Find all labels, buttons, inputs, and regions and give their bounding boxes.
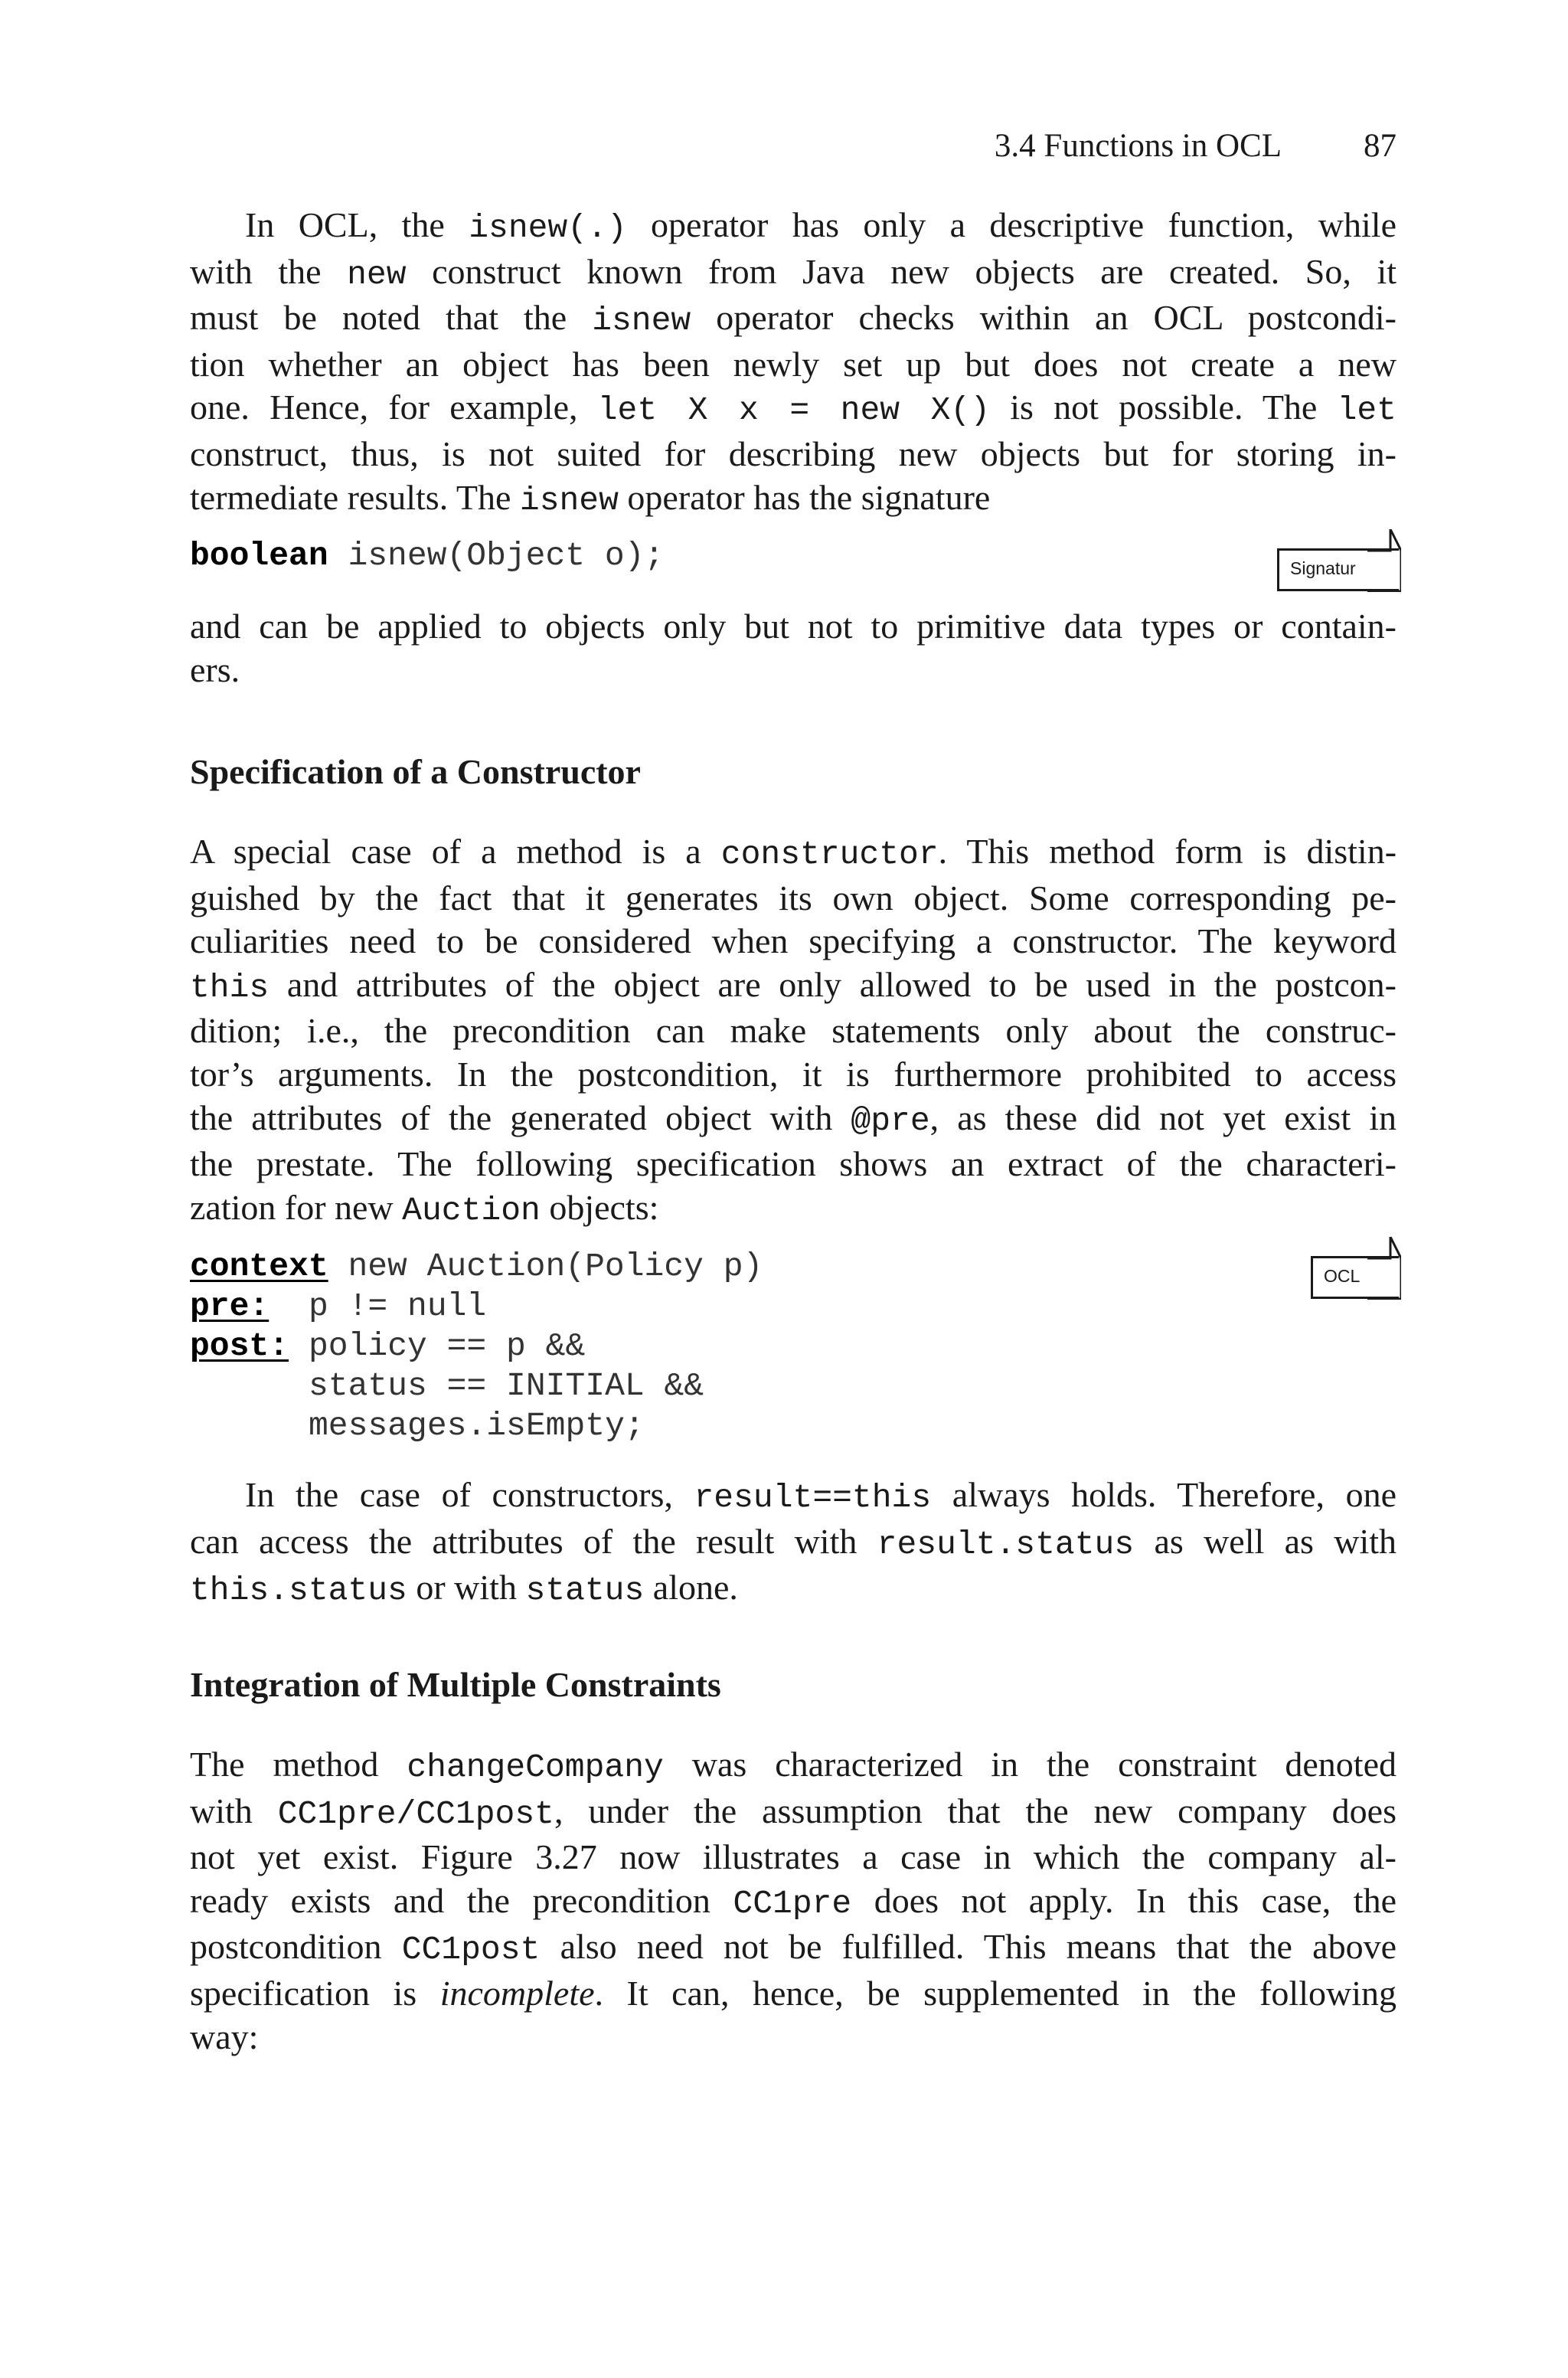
text-line: termediate results. The isnew operator has the signature — [190, 477, 991, 519]
code-text: isnew(Object o); — [328, 537, 665, 574]
text-line: one. Hence, for example, let X x = new X() is not possible. The let — [190, 388, 1396, 430]
text-line: must be noted that the isnew operator checks within an OCL postcondi- — [190, 298, 1396, 340]
text-line: can access the attributes of the result with result.status as well as with — [190, 1521, 1396, 1563]
tag-label: Signatur — [1290, 558, 1356, 578]
code-text: policy == p && — [309, 1327, 586, 1365]
text-line: tor’s arguments. In the postcondition, it is furthermore prohibited to access — [190, 1054, 1396, 1094]
signature-description — [190, 605, 1396, 692]
heading-integration: Integration of Multiple Constraints — [190, 1665, 721, 1704]
text-line: this.status or with status alone. — [190, 1568, 738, 1610]
integration-paragraph — [190, 1743, 1396, 2059]
text-line: culiarities need to be considered when specifying a constructor. The keyword — [190, 921, 1396, 961]
signature-code — [190, 536, 664, 576]
ocl-margin-tag — [1311, 1256, 1399, 1299]
text-line: construct, thus, is not suited for describing new objects but for storing in- — [190, 433, 1396, 473]
text-line: zation for new Auction objects: — [190, 1187, 659, 1229]
code-text: messages.isEmpty; — [309, 1407, 645, 1444]
text-line: The method changeCompany was characterized in the constraint denoted — [190, 1745, 1396, 1786]
text-line: ers. — [190, 649, 240, 689]
section-title: 3.4 Functions in OCL — [994, 128, 1282, 164]
tag-arrow-icon — [1367, 1237, 1401, 1300]
text-line: A special case of a method is a constructor. This method form is distin- — [190, 832, 1397, 873]
code-keyword: pre: — [190, 1287, 270, 1325]
text-line: way: — [190, 2017, 259, 2056]
text-line: the prestate. The following specification shows an extract of the characteri- — [190, 1144, 1396, 1184]
text-line: specification is incomplete. It can, hence, be supplemented in the following — [190, 1973, 1396, 2013]
heading-constructor: Specification of a Constructor — [190, 752, 641, 791]
text-line: guished by the fact that it generates its own object. Some corresponding pe- — [190, 878, 1396, 918]
text-line: and can be applied to objects only but not to primitive data types or contain- — [190, 607, 1396, 646]
code-text: new Auction(Policy p) — [328, 1248, 763, 1285]
code-keyword: context — [190, 1248, 328, 1285]
constructor-paragraph — [190, 830, 1396, 1232]
page-number: 87 — [1364, 128, 1396, 164]
text-line: with CC1pre/CC1post, under the assumption that the new company does — [190, 1791, 1396, 1833]
running-head — [190, 127, 1396, 173]
result-paragraph — [190, 1474, 1396, 1613]
code-keyword: post: — [190, 1327, 289, 1365]
code-text: status == INITIAL && — [309, 1367, 704, 1405]
ocl-code-block — [190, 1247, 763, 1446]
text-line: not yet exist. Figure 3.27 now illustrates a case in which the company al- — [190, 1837, 1396, 1877]
intro-paragraph — [190, 204, 1396, 522]
text-line: dition; i.e., the precondition can make statements only about the construc- — [190, 1011, 1396, 1051]
text-line: In the case of constructors, result==this always holds. Therefore, one — [245, 1475, 1396, 1516]
text-line: the attributes of the generated object with @pre, as these did not yet exist in — [190, 1097, 1396, 1140]
code-keyword: boolean — [190, 537, 328, 574]
code-text: p != null — [309, 1287, 487, 1325]
tag-label: OCL — [1324, 1266, 1361, 1286]
text-line: tion whether an object has been newly set up but does not create a new — [190, 344, 1396, 384]
text-line: this and attributes of the object are only allowed to be used in the postcon- — [190, 964, 1396, 1006]
signature-margin-tag — [1277, 548, 1399, 591]
tag-arrow-icon — [1367, 529, 1401, 592]
text-line: In OCL, the isnew(.) operator has only a descriptive function, while — [245, 205, 1397, 247]
text-line: with the new construct known from Java new objects are created. So, it — [190, 251, 1397, 293]
text-line: ready exists and the precondition CC1pre does not apply. In this case, the — [190, 1880, 1396, 1922]
text-line: postcondition CC1post also need not be fulfilled. This means that the above — [190, 1927, 1396, 1969]
